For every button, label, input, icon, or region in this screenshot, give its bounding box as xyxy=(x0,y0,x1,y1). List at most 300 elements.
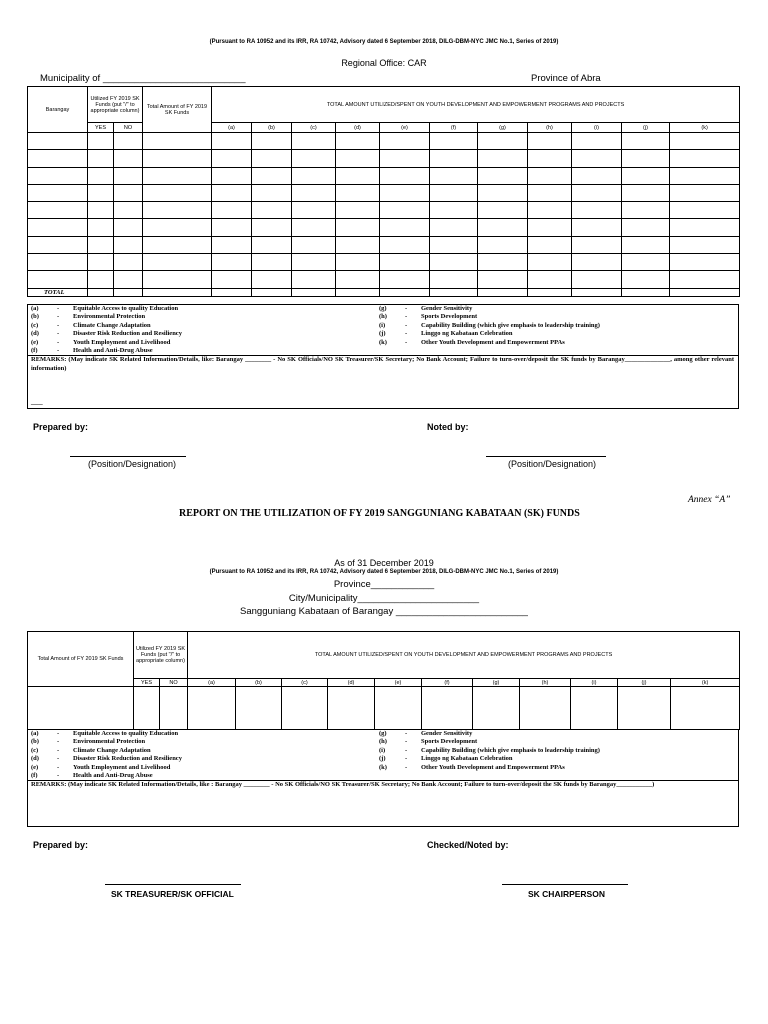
legend-text: Gender Sensitivity xyxy=(421,730,473,737)
table-2-data-row xyxy=(28,687,740,730)
table-row xyxy=(28,271,740,288)
table-2-cell[interactable] xyxy=(671,687,740,730)
table-cell[interactable] xyxy=(430,133,478,150)
legend-text: Equitable Access to quality Education xyxy=(73,305,179,312)
col-k-header-2: (k) xyxy=(671,679,740,687)
total-amount-header: Total Amount of FY 2019 SK Funds xyxy=(143,87,212,133)
report-title: REPORT ON THE UTILIZATION OF FY 2019 SANGGUNIANG KABATAAN (SK) FUNDS xyxy=(179,508,580,519)
table-cell[interactable] xyxy=(528,184,572,201)
table-cell[interactable] xyxy=(252,133,292,150)
table-cell[interactable] xyxy=(622,271,670,288)
table-cell[interactable] xyxy=(292,167,336,184)
table-cell[interactable] xyxy=(572,254,622,271)
table-cell[interactable] xyxy=(478,167,528,184)
table-2-cell[interactable] xyxy=(160,687,188,730)
legend-dash: - xyxy=(405,313,408,321)
table-cell[interactable] xyxy=(670,271,740,288)
legend-text: Sports Development xyxy=(421,313,478,321)
table-cell[interactable] xyxy=(28,271,88,288)
utilization-table-1 xyxy=(27,86,740,297)
legend-key: (k) xyxy=(379,763,387,771)
table-row xyxy=(28,150,740,167)
signature-line-2a xyxy=(105,884,241,885)
table-cell[interactable] xyxy=(252,184,292,201)
table-cell[interactable] xyxy=(572,219,622,236)
table-cell[interactable] xyxy=(28,184,88,201)
legend-dash: - xyxy=(57,738,60,746)
table-cell[interactable] xyxy=(88,236,114,253)
legend-dash: - xyxy=(57,763,60,771)
table-cell[interactable] xyxy=(292,219,336,236)
remarks-1: REMARKS: (May indicate SK Related Information/Details, like: Barangay ________ - No SK Officials/NO SK Treasurer/SK Secretary; No Bank Account; Failure to turn-over/deposit the SK funds by Barangay______________, among other relevant information) xyxy=(31,356,734,372)
col-j-header: (j) xyxy=(622,123,670,133)
table-2-cell[interactable] xyxy=(28,687,134,730)
table-cell[interactable] xyxy=(28,202,88,219)
legend-item xyxy=(31,747,182,755)
total-utilized-header: TOTAL AMOUNT UTILIZED/SPENT ON YOUTH DEVELOPMENT AND EMPOWERMENT PROGRAMS AND PROJECTS xyxy=(212,87,740,123)
table-cell[interactable] xyxy=(336,202,380,219)
legend-text: Health and Anti-Drug Abuse xyxy=(73,347,153,355)
table-cell[interactable] xyxy=(380,202,430,219)
no-header-2: NO xyxy=(160,679,188,687)
legend-key: (h) xyxy=(379,738,387,746)
table-cell[interactable] xyxy=(336,236,380,253)
table-cell[interactable] xyxy=(572,150,622,167)
table-1-body xyxy=(28,133,740,289)
legend-text: Disaster Risk Reduction and Resiliency xyxy=(73,755,182,763)
legend-dash: - xyxy=(57,338,60,346)
legend-dash: - xyxy=(57,772,60,780)
legend-left-2 xyxy=(31,730,182,780)
col-d-header-2: (d) xyxy=(328,679,375,687)
table-cell[interactable] xyxy=(380,254,430,271)
table-cell[interactable] xyxy=(114,254,143,271)
table-cell[interactable] xyxy=(622,167,670,184)
table-cell[interactable] xyxy=(212,271,252,288)
remarks-2: REMARKS: (May indicate SK Related Information/Details, like : Barangay ________ - No SK Officials/NO SK Treasurer/SK Secretary; No Bank Account; Failure to turn-over/deposit the SK funds by Barangay___________) xyxy=(31,781,655,788)
table-cell[interactable] xyxy=(336,184,380,201)
table-cell[interactable] xyxy=(292,133,336,150)
table-cell[interactable] xyxy=(622,133,670,150)
legend-item xyxy=(31,738,182,746)
table-cell[interactable] xyxy=(528,167,572,184)
table-2-cell[interactable] xyxy=(422,687,473,730)
table-cell[interactable] xyxy=(380,167,430,184)
legend-text: Youth Employment and Livelihood xyxy=(73,763,171,771)
table-cell[interactable] xyxy=(292,236,336,253)
legend-item xyxy=(31,305,182,313)
table-cell[interactable] xyxy=(336,271,380,288)
table-cell[interactable] xyxy=(622,219,670,236)
legend-text: Health and Anti-Drug Abuse xyxy=(73,772,153,780)
table-cell[interactable] xyxy=(292,150,336,167)
table-cell[interactable] xyxy=(114,202,143,219)
table-cell[interactable] xyxy=(380,150,430,167)
table-cell[interactable] xyxy=(114,236,143,253)
legend-text: Other Youth Development and Empowerment PPAs xyxy=(421,763,565,771)
signature-line-1b xyxy=(486,456,606,457)
col-g-header-2: (g) xyxy=(473,679,520,687)
municipality-field: Municipality of ___________________________ xyxy=(40,73,246,84)
table-cell[interactable] xyxy=(478,184,528,201)
legend-item xyxy=(31,755,182,763)
table-cell[interactable] xyxy=(143,202,212,219)
table-cell[interactable] xyxy=(670,219,740,236)
table-cell[interactable] xyxy=(670,254,740,271)
table-cell[interactable] xyxy=(114,167,143,184)
province-field-2: Province____________ xyxy=(333,579,435,590)
col-j-header-2: (j) xyxy=(618,679,671,687)
table-cell[interactable] xyxy=(528,202,572,219)
table-cell[interactable] xyxy=(212,184,252,201)
table-cell[interactable] xyxy=(28,219,88,236)
legend-key: (d) xyxy=(31,755,39,763)
table-cell[interactable] xyxy=(28,254,88,271)
barangay-header: Barangay xyxy=(28,87,88,133)
legend-text: Sports Development xyxy=(421,738,478,746)
table-cell[interactable] xyxy=(88,150,114,167)
table-cell[interactable] xyxy=(622,150,670,167)
table-cell[interactable] xyxy=(252,254,292,271)
legend-dash: - xyxy=(405,321,408,329)
table-cell[interactable] xyxy=(380,236,430,253)
table-cell[interactable] xyxy=(252,202,292,219)
table-cell[interactable] xyxy=(336,133,380,150)
table-cell[interactable] xyxy=(622,254,670,271)
legend-text: Disaster Risk Reduction and Resiliency xyxy=(73,330,182,338)
table-cell[interactable] xyxy=(114,184,143,201)
legend-text: Equitable Access to quality Education xyxy=(73,730,179,737)
table-cell[interactable] xyxy=(380,271,430,288)
table-cell[interactable] xyxy=(528,254,572,271)
table-cell[interactable] xyxy=(430,254,478,271)
table-cell[interactable] xyxy=(336,219,380,236)
table-cell[interactable] xyxy=(670,150,740,167)
table-cell[interactable] xyxy=(572,167,622,184)
table-2-cell[interactable] xyxy=(188,687,236,730)
table-cell[interactable] xyxy=(380,133,430,150)
table-2-cell[interactable] xyxy=(134,687,160,730)
legend-item xyxy=(379,730,600,738)
col-e-header: (e) xyxy=(380,123,430,133)
prepared-by-1: Prepared by: xyxy=(33,422,89,432)
table-cell[interactable] xyxy=(478,202,528,219)
table-cell[interactable] xyxy=(114,219,143,236)
table-cell[interactable] xyxy=(114,271,143,288)
table-cell[interactable] xyxy=(114,150,143,167)
table-cell[interactable] xyxy=(143,254,212,271)
legend-item xyxy=(31,313,182,321)
table-cell[interactable] xyxy=(336,150,380,167)
table-cell[interactable] xyxy=(252,167,292,184)
yes-header: YES xyxy=(88,123,114,133)
table-2-cell[interactable] xyxy=(618,687,671,730)
table-cell[interactable] xyxy=(212,167,252,184)
table-row xyxy=(28,254,740,271)
table-cell[interactable] xyxy=(28,167,88,184)
table-cell[interactable] xyxy=(212,254,252,271)
legend-key: (j) xyxy=(379,755,386,763)
table-cell[interactable] xyxy=(88,271,114,288)
col-i-header: (i) xyxy=(572,123,622,133)
table-cell[interactable] xyxy=(212,236,252,253)
signature-line-2b xyxy=(502,884,628,885)
barangay-field-2: Sangguniang Kabataan of Barangay _________________________ xyxy=(240,606,528,617)
table-cell[interactable] xyxy=(212,150,252,167)
legend-key: (j) xyxy=(379,330,386,338)
table-cell[interactable] xyxy=(143,236,212,253)
table-cell[interactable] xyxy=(88,202,114,219)
table-cell[interactable] xyxy=(292,271,336,288)
table-cell[interactable] xyxy=(252,236,292,253)
legend-key: (f) xyxy=(31,347,38,355)
table-cell[interactable] xyxy=(572,133,622,150)
yes-header-2: YES xyxy=(134,679,160,687)
table-cell[interactable] xyxy=(478,271,528,288)
table-2-cell[interactable] xyxy=(520,687,571,730)
legend-key: (b) xyxy=(31,313,39,321)
table-row xyxy=(28,133,740,150)
legend-key: (d) xyxy=(31,330,39,338)
col-h-header: (h) xyxy=(528,123,572,133)
table-cell[interactable] xyxy=(430,236,478,253)
legend-right-2 xyxy=(379,730,600,772)
col-f-header: (f) xyxy=(430,123,478,133)
legend-dash: - xyxy=(57,755,60,763)
table-cell[interactable] xyxy=(528,133,572,150)
legend-dash: - xyxy=(57,746,60,754)
legend-item xyxy=(31,772,182,780)
legend-key: (e) xyxy=(31,763,39,771)
table-cell[interactable] xyxy=(528,219,572,236)
legend-key: (k) xyxy=(379,338,387,346)
col-c-header-2: (c) xyxy=(282,679,328,687)
legend-dash: - xyxy=(405,730,408,737)
table-cell[interactable] xyxy=(88,167,114,184)
legend-item xyxy=(379,764,600,772)
legend-item xyxy=(31,330,182,338)
legend-left-1 xyxy=(31,305,182,355)
legend-key: (h) xyxy=(379,313,387,321)
pursuant-text-2: (Pursuant to RA 10952 and its IRR, RA 10742, Advisory dated 6 September 2018, DILG-DBM-NYC JMC No.1, Series of 2019) xyxy=(209,569,559,575)
pursuant-text: (Pursuant to RA 10952 and its IRR, RA 10742, Advisory dated 6 September 2018, DILG-DBM-NYC JMC No.1, Series of 2019) xyxy=(209,39,559,45)
table-cell[interactable] xyxy=(430,184,478,201)
signature-line-1a xyxy=(70,456,186,457)
legend-dash: - xyxy=(405,330,408,338)
table-2-cell[interactable] xyxy=(375,687,422,730)
total-row-label: TOTAL xyxy=(28,288,88,296)
total-utilized-header-2: TOTAL AMOUNT UTILIZED/SPENT ON YOUTH DEVELOPMENT AND EMPOWERMENT PROGRAMS AND PROJECTS xyxy=(188,632,740,679)
table-cell[interactable] xyxy=(430,219,478,236)
legend-item xyxy=(31,347,182,355)
table-cell[interactable] xyxy=(143,150,212,167)
table-cell[interactable] xyxy=(292,254,336,271)
table-cell[interactable] xyxy=(670,133,740,150)
legend-text: Youth Employment and Livelihood xyxy=(73,338,171,346)
legend-item xyxy=(31,339,182,347)
as-of-date: As of 31 December 2019 xyxy=(334,558,434,568)
legend-item xyxy=(379,738,600,746)
table-cell[interactable] xyxy=(430,167,478,184)
table-row xyxy=(28,202,740,219)
legend-item xyxy=(379,755,600,763)
table-row xyxy=(28,167,740,184)
col-g-header: (g) xyxy=(478,123,528,133)
legend-text: Linggo ng Kabataan Celebration xyxy=(421,755,513,763)
table-cell[interactable] xyxy=(478,219,528,236)
table-cell[interactable] xyxy=(670,184,740,201)
table-2-cell[interactable] xyxy=(282,687,328,730)
legend-dash: - xyxy=(405,338,408,346)
table-cell[interactable] xyxy=(478,254,528,271)
table-cell[interactable] xyxy=(528,150,572,167)
checked-by-2: Checked/Noted by: xyxy=(427,840,509,850)
table-cell[interactable] xyxy=(622,202,670,219)
col-e-header-2: (e) xyxy=(375,679,422,687)
table-cell[interactable] xyxy=(143,133,212,150)
table-cell[interactable] xyxy=(430,271,478,288)
table-cell[interactable] xyxy=(430,150,478,167)
legend-text: Climate Change Adaptation xyxy=(73,746,151,754)
table-cell[interactable] xyxy=(212,202,252,219)
table-cell[interactable] xyxy=(143,271,212,288)
legend-text: Linggo ng Kabataan Celebration xyxy=(421,330,513,338)
table-cell[interactable] xyxy=(252,271,292,288)
no-header: NO xyxy=(114,123,143,133)
legend-item xyxy=(379,313,600,321)
legend-text: Gender Sensitivity xyxy=(421,305,473,312)
table-cell[interactable] xyxy=(252,219,292,236)
table-cell[interactable] xyxy=(478,150,528,167)
table-cell[interactable] xyxy=(670,202,740,219)
table-cell[interactable] xyxy=(478,133,528,150)
legend-item xyxy=(379,339,600,347)
legend-dash: - xyxy=(405,763,408,771)
table-cell[interactable] xyxy=(528,236,572,253)
table-cell[interactable] xyxy=(88,184,114,201)
table-cell[interactable] xyxy=(114,133,143,150)
legend-right-1 xyxy=(379,305,600,347)
table-2-cell[interactable] xyxy=(236,687,282,730)
table-cell[interactable] xyxy=(572,271,622,288)
table-cell[interactable] xyxy=(292,184,336,201)
treasurer-label: SK TREASURER/SK OFFICIAL xyxy=(111,889,234,899)
table-cell[interactable] xyxy=(622,236,670,253)
legend-text: Environmental Protection xyxy=(73,738,146,746)
legend-key: (g) xyxy=(379,730,387,737)
legend-text: Climate Change Adaptation xyxy=(73,321,151,329)
table-cell[interactable] xyxy=(88,219,114,236)
utilized-header-2: Utilized FY 2019 SK Funds (put "/" to appropriate column) xyxy=(134,632,188,679)
legend-text: Capability Building (which give emphasis to leadership training) xyxy=(421,746,600,754)
col-c-header: (c) xyxy=(292,123,336,133)
table-cell[interactable] xyxy=(478,236,528,253)
table-cell[interactable] xyxy=(88,254,114,271)
col-d-header: (d) xyxy=(336,123,380,133)
table-cell[interactable] xyxy=(430,202,478,219)
legend-dash: - xyxy=(405,746,408,754)
table-cell[interactable] xyxy=(622,184,670,201)
table-cell[interactable] xyxy=(380,219,430,236)
legend-key: (f) xyxy=(31,772,38,780)
table-cell[interactable] xyxy=(252,150,292,167)
legend-key: (a) xyxy=(31,730,39,737)
table-cell[interactable] xyxy=(380,184,430,201)
legend-key: (i) xyxy=(379,321,386,329)
table-cell[interactable] xyxy=(572,236,622,253)
utilized-header: Utilized FY 2019 SK Funds (put "/" to appropriate column) xyxy=(88,87,143,123)
legend-key: (a) xyxy=(31,305,39,312)
legend-dash: - xyxy=(405,755,408,763)
annex-label: Annex “A” xyxy=(688,495,731,505)
legend-text: Capability Building (which give emphasis to leadership training) xyxy=(421,321,600,329)
table-cell[interactable] xyxy=(292,202,336,219)
legend-dash: - xyxy=(405,305,408,312)
table-2-cell[interactable] xyxy=(571,687,618,730)
legend-item xyxy=(31,730,182,738)
table-2-cell[interactable] xyxy=(473,687,520,730)
table-cell[interactable] xyxy=(28,133,88,150)
province-field: Province of Abra xyxy=(531,73,601,84)
table-cell[interactable] xyxy=(143,167,212,184)
table-cell[interactable] xyxy=(336,167,380,184)
table-cell[interactable] xyxy=(143,219,212,236)
col-b-header-2: (b) xyxy=(236,679,282,687)
legend-dash: - xyxy=(57,313,60,321)
table-cell[interactable] xyxy=(212,219,252,236)
legend-item xyxy=(31,322,182,330)
table-cell[interactable] xyxy=(143,184,212,201)
utilization-table-2 xyxy=(27,631,740,730)
position-label-1b: (Position/Designation) xyxy=(508,459,597,469)
legend-dash: - xyxy=(57,330,60,338)
prepared-by-2: Prepared by: xyxy=(33,840,89,850)
legend-dash: - xyxy=(405,738,408,746)
chairperson-label: SK CHAIRPERSON xyxy=(528,889,605,899)
city-field-2: City/Municipality_______________________ xyxy=(288,593,480,604)
col-k-header: (k) xyxy=(670,123,740,133)
legend-dash: - xyxy=(57,305,60,312)
legend-dash: - xyxy=(57,730,60,737)
table-cell[interactable] xyxy=(336,254,380,271)
table-2-cell[interactable] xyxy=(328,687,375,730)
noted-by-1: Noted by: xyxy=(427,422,469,432)
legend-key: (e) xyxy=(31,338,39,346)
regional-office: Regional Office: CAR xyxy=(341,58,427,68)
table-cell[interactable] xyxy=(572,184,622,201)
table-cell[interactable] xyxy=(88,133,114,150)
col-a-header-2: (a) xyxy=(188,679,236,687)
table-row xyxy=(28,236,740,253)
legend-item xyxy=(379,330,600,338)
col-b-header: (b) xyxy=(252,123,292,133)
col-a-header: (a) xyxy=(212,123,252,133)
table-cell[interactable] xyxy=(528,271,572,288)
legend-dash: - xyxy=(57,321,60,329)
legend-key: (c) xyxy=(31,321,39,329)
table-cell[interactable] xyxy=(670,167,740,184)
legend-key: (b) xyxy=(31,738,39,746)
table-cell[interactable] xyxy=(28,150,88,167)
table-cell[interactable] xyxy=(212,133,252,150)
legend-key: (g) xyxy=(379,305,387,312)
table-cell[interactable] xyxy=(572,202,622,219)
legend-item xyxy=(379,322,600,330)
legend-item xyxy=(379,747,600,755)
table-cell[interactable] xyxy=(28,236,88,253)
legend-key: (c) xyxy=(31,746,39,754)
table-cell[interactable] xyxy=(670,236,740,253)
